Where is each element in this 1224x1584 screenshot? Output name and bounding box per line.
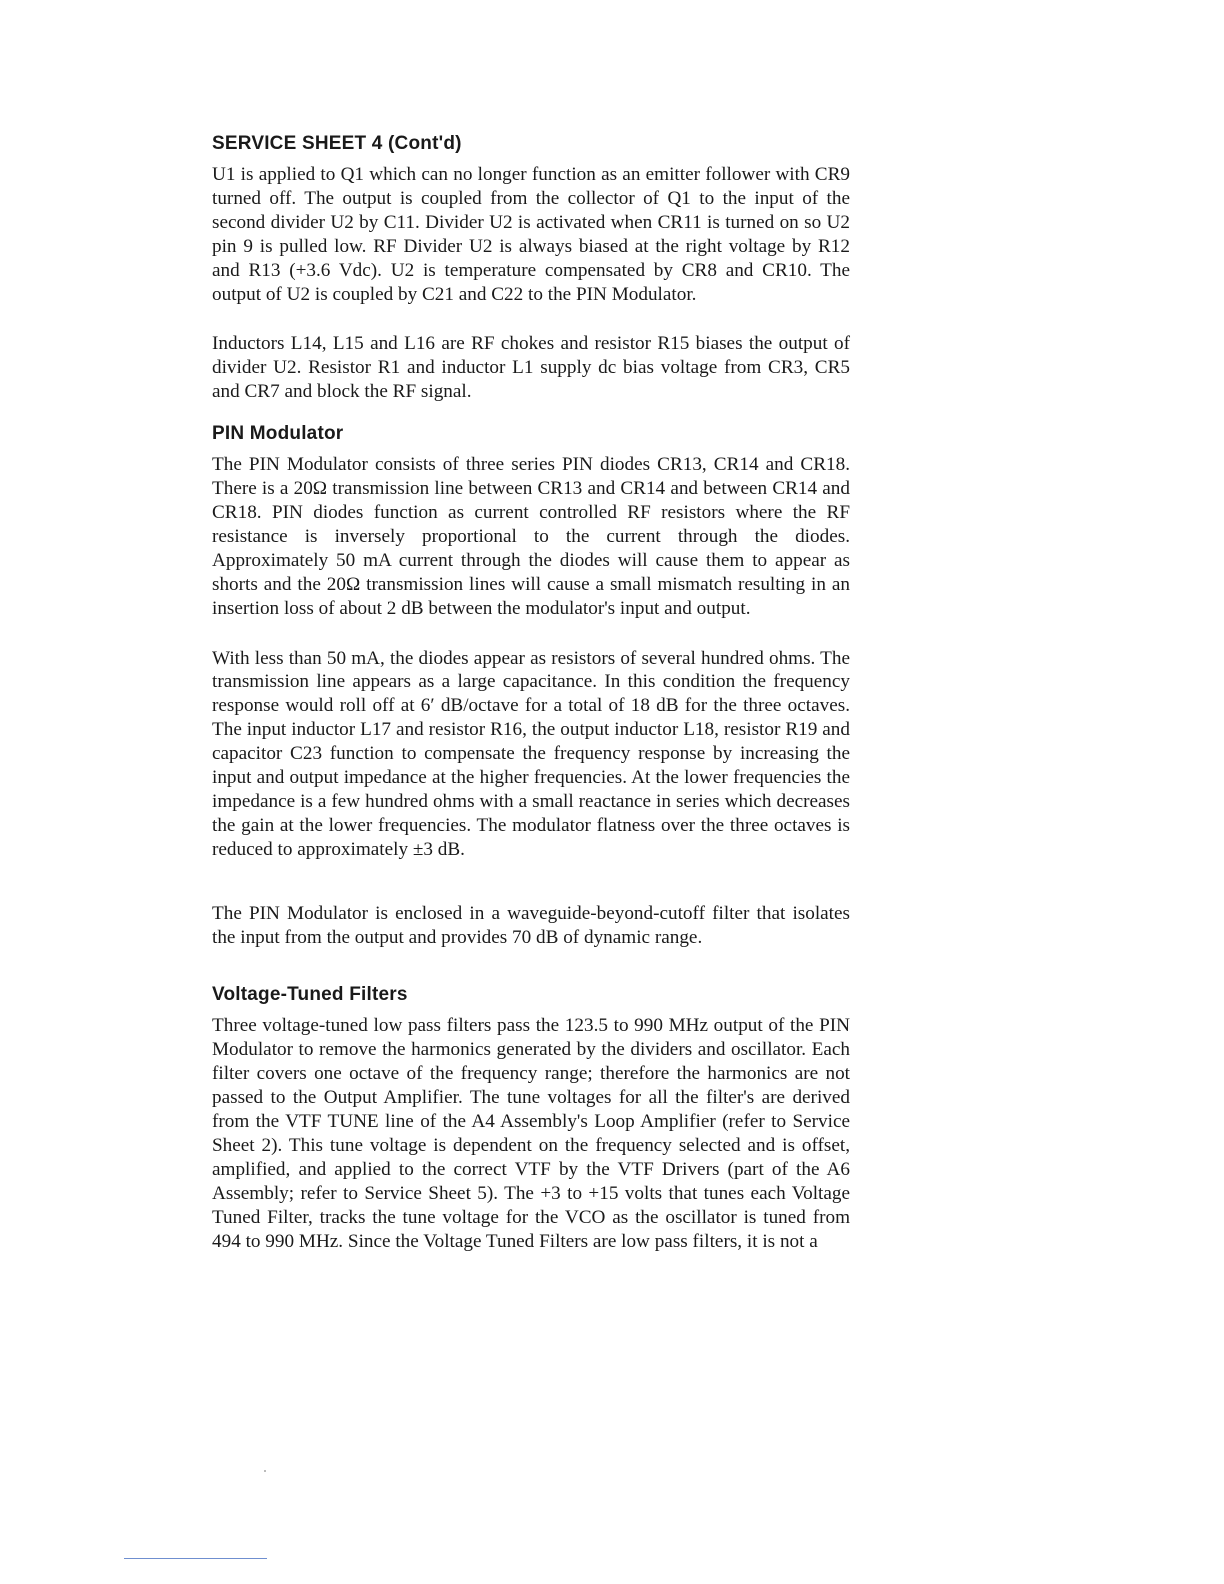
scan-speck: [264, 1470, 266, 1472]
page-body: [212, 132, 850, 1254]
voltage-tuned-filters-heading: Voltage-Tuned Filters: [212, 984, 408, 1006]
section-heading: SERVICE SHEET 4 (Cont'd): [212, 133, 462, 154]
paragraph-pin-modulator-3: The PIN Modulator is enclosed in a waveguide-beyond-cutoff filter that isolates the input from the output and provides 70 dB of dynamic range.: [212, 902, 850, 948]
footer-rule: [124, 1558, 267, 1559]
paragraph-pin-modulator-2: With less than 50 mA, the diodes appear as resistors of several hundred ohms. The transmission line appears as a large capacitance. In this condition the frequency response would roll off at 6′ dB/octave for a total of 18 dB for the three octaves. The input inductor L17 and resistor R16, the output inductor L18, resistor R19 and capacitor C23 function to compensate the frequency response by increasing the input and output impedance at the higher frequencies. At the lower frequencies the impedance is a few hundred ohms with a small reactance in series which decreases the gain at the lower frequencies. The modulator flatness over the three octaves is reduced to approximately ±3 dB.: [212, 647, 850, 860]
pin-modulator-heading: PIN Modulator: [212, 423, 344, 445]
paragraph-u1-divider: U1 is applied to Q1 which can no longer function as an emitter follower with CR9 turned off. The output is coupled from the collector of Q1 to the input of the second divider U2 by C11. Divider U2 is activated when CR11 is turned on so U2 pin 9 is pulled low. RF Divider U2 is always biased at the right voltage by R12 and R13 (+3.6 Vdc). U2 is temperature compensated by CR8 and CR10. The output of U2 is coupled by C21 and C22 to the PIN Modulator.: [212, 164, 850, 305]
paragraph-voltage-tuned-filters: Three voltage-tuned low pass filters pass the 123.5 to 990 MHz output of the PIN Modulator to remove the harmonics generated by the dividers and oscillator. Each filter covers one octave of the frequency range; therefore the harmonics are not passed to the Output Amplifier. The tune voltages for all the filter's are derived from the VTF TUNE line of the A4 Assembly's Loop Amplifier (refer to Service Sheet 2). This tune voltage is dependent on the frequency selected and is offset, amplified, and applied to the correct VTF by the VTF Drivers (part of the A6 Assembly; refer to Service Sheet 5). The +3 to +15 volts that tunes each Voltage Tuned Filter, tracks the tune voltage for the VCO as the oscillator is tuned from 494 to 990 MHz. Since the Voltage Tuned Filters are low pass filters, it is not a: [212, 1015, 850, 1252]
paragraph-inductors: Inductors L14, L15 and L16 are RF chokes and resistor R15 biases the output of divider U2. Resistor R1 and inductor L1 supply dc bias voltage from CR3, CR5 and CR7 and block the RF signal.: [212, 333, 850, 403]
paragraph-pin-modulator-1: The PIN Modulator consists of three series PIN diodes CR13, CR14 and CR18. There is a 20Ω transmission line between CR13 and CR14 and between CR14 and CR18. PIN diodes function as current controlled RF resistors where the RF resistance is inversely proportional to the current through the diodes. Approximately 50 mA current through the diodes will cause them to appear as shorts and the 20Ω transmission lines will cause a small mismatch resulting in an insertion loss of about 2 dB between the modulator's input and output.: [212, 454, 850, 619]
